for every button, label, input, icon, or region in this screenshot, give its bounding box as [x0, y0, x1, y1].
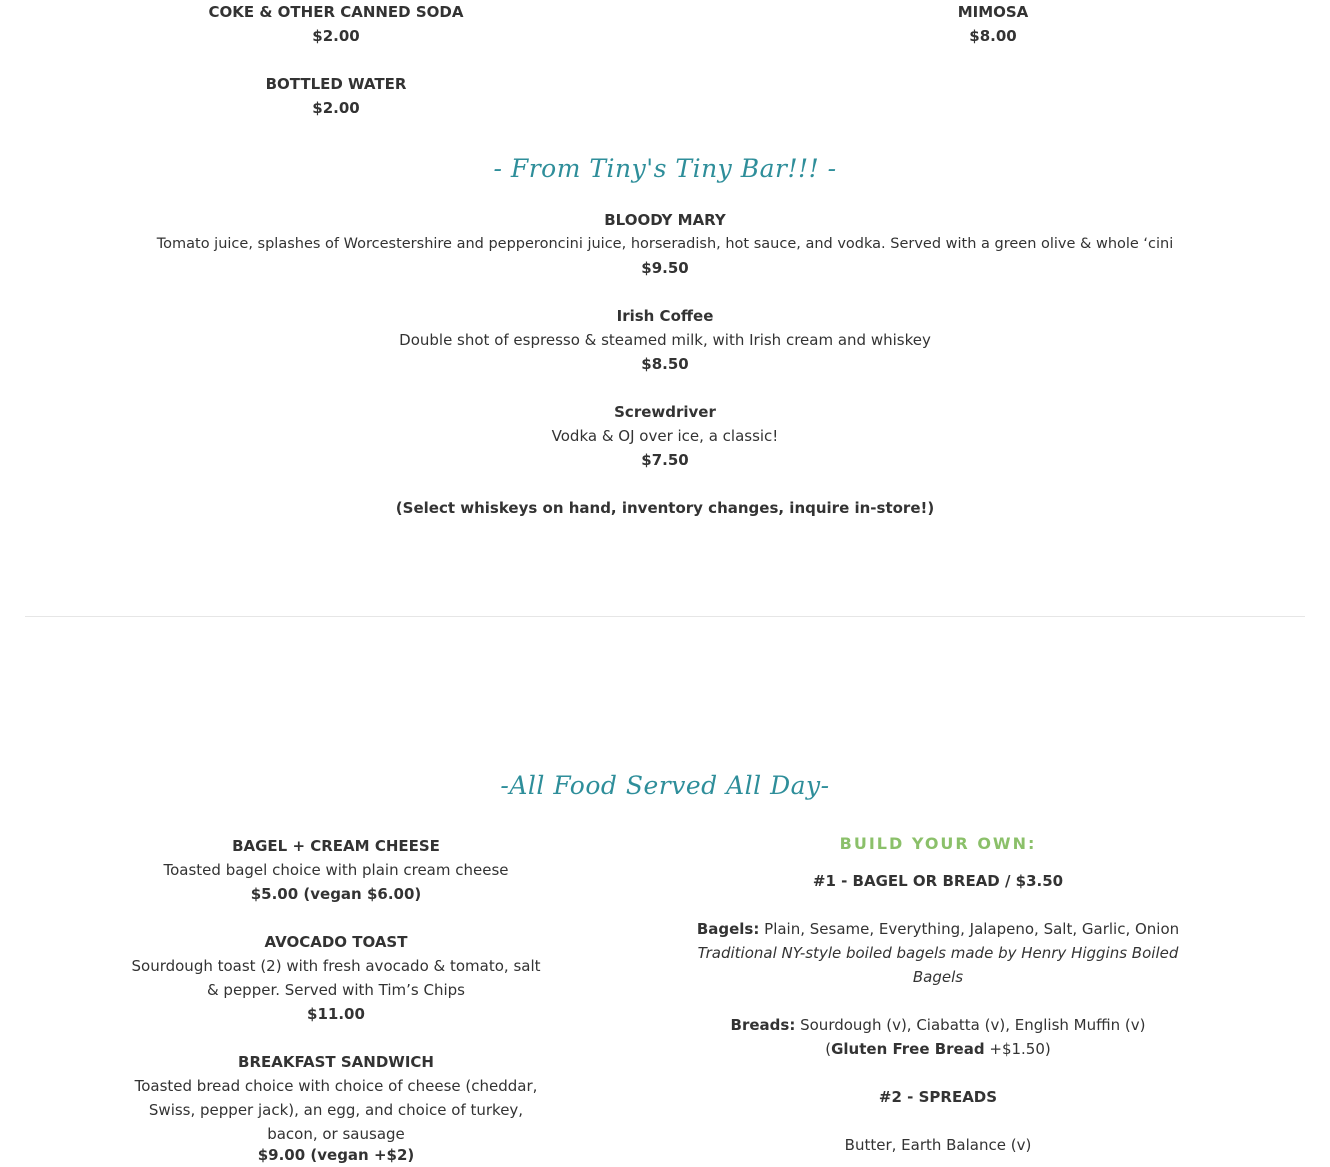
screwdriver-desc: Vodka & OJ over ice, a classic! [551, 427, 779, 445]
breakfast-sandwich-desc-line3: bacon, or sausage [267, 1125, 405, 1143]
screwdriver-price: $7.50 [641, 451, 689, 469]
bagels-list: Plain, Sesame, Everything, Jalapeno, Salt, Garlic, Onion [764, 920, 1180, 938]
avocado-toast-desc-line1: Sourdough toast (2) with fresh avocado & tomato, salt [131, 957, 541, 975]
whiskey-note: (Select whiskeys on hand, inventory changes, inquire in-store!) [395, 499, 935, 517]
soda-name: COKE & OTHER CANNED SODA [208, 3, 464, 21]
bagels-line [688, 917, 1188, 941]
gluten-free-label: Gluten Free Bread [831, 1040, 985, 1058]
section-divider [25, 616, 1305, 617]
breakfast-sandwich-name: BREAKFAST SANDWICH [238, 1053, 434, 1071]
breakfast-sandwich-desc-line2: Swiss, pepper jack), an egg, and choice of turkey, [148, 1101, 524, 1119]
breakfast-sandwich-price: $9.00 (vegan +$2) [257, 1146, 415, 1164]
build-your-own-heading: BUILD YOUR OWN: [839, 834, 1037, 853]
screwdriver-name: Screwdriver [614, 403, 716, 421]
spreads-list: Butter, Earth Balance (v) [844, 1136, 1032, 1154]
irish-coffee-name: Irish Coffee [616, 307, 714, 325]
gf-open: ( [825, 1040, 832, 1058]
step1-bagel-or-bread: #1 - BAGEL OR BREAD / $3.50 [812, 872, 1064, 890]
avocado-toast-desc-line2: & pepper. Served with Tim’s Chips [206, 981, 466, 999]
irish-coffee-price: $8.50 [641, 355, 689, 373]
food-heading: -All Food Served All Day- [500, 771, 830, 800]
bagels-note-line2: Bagels [912, 968, 964, 986]
breakfast-sandwich-desc-line1: Toasted bread choice with choice of cheese (cheddar, [134, 1077, 538, 1095]
bar-heading: - From Tiny's Tiny Bar!!! - [493, 154, 837, 183]
avocado-toast-name: AVOCADO TOAST [264, 933, 408, 951]
gluten-free-price: +$1.50) [989, 1040, 1051, 1058]
water-name: BOTTLED WATER [265, 75, 407, 93]
mimosa-price: $8.00 [969, 27, 1017, 45]
step2-spreads: #2 - SPREADS [878, 1088, 998, 1106]
bagel-cream-cheese-price: $5.00 (vegan $6.00) [250, 885, 422, 903]
irish-coffee-desc: Double shot of espresso & steamed milk, with Irish cream and whiskey [399, 331, 931, 349]
soda-price: $2.00 [312, 27, 360, 45]
bloody-mary-desc: Tomato juice, splashes of Worcestershire and pepperoncini juice, horseradish, hot sauce, and vodka. Served with a green olive & whole ‘cini [156, 236, 1174, 252]
bloody-mary-name: BLOODY MARY [604, 211, 726, 229]
breads-list: Sourdough (v), Ciabatta (v), English Muffin (v) [800, 1016, 1146, 1034]
bagels-note-line1: Traditional NY-style boiled bagels made by Henry Higgins Boiled [697, 944, 1179, 962]
bagels-label: Bagels: [696, 920, 760, 938]
breads-label: Breads: [730, 1016, 796, 1034]
water-price: $2.00 [312, 99, 360, 117]
mimosa-name: MIMOSA [957, 3, 1029, 21]
breads-line [688, 1013, 1188, 1037]
bagel-cream-cheese-name: BAGEL + CREAM CHEESE [232, 837, 440, 855]
bloody-mary-price: $9.50 [641, 259, 689, 277]
avocado-toast-price: $11.00 [307, 1005, 365, 1023]
gluten-free-line [688, 1037, 1188, 1061]
bagel-cream-cheese-desc: Toasted bagel choice with plain cream cheese [163, 861, 509, 879]
